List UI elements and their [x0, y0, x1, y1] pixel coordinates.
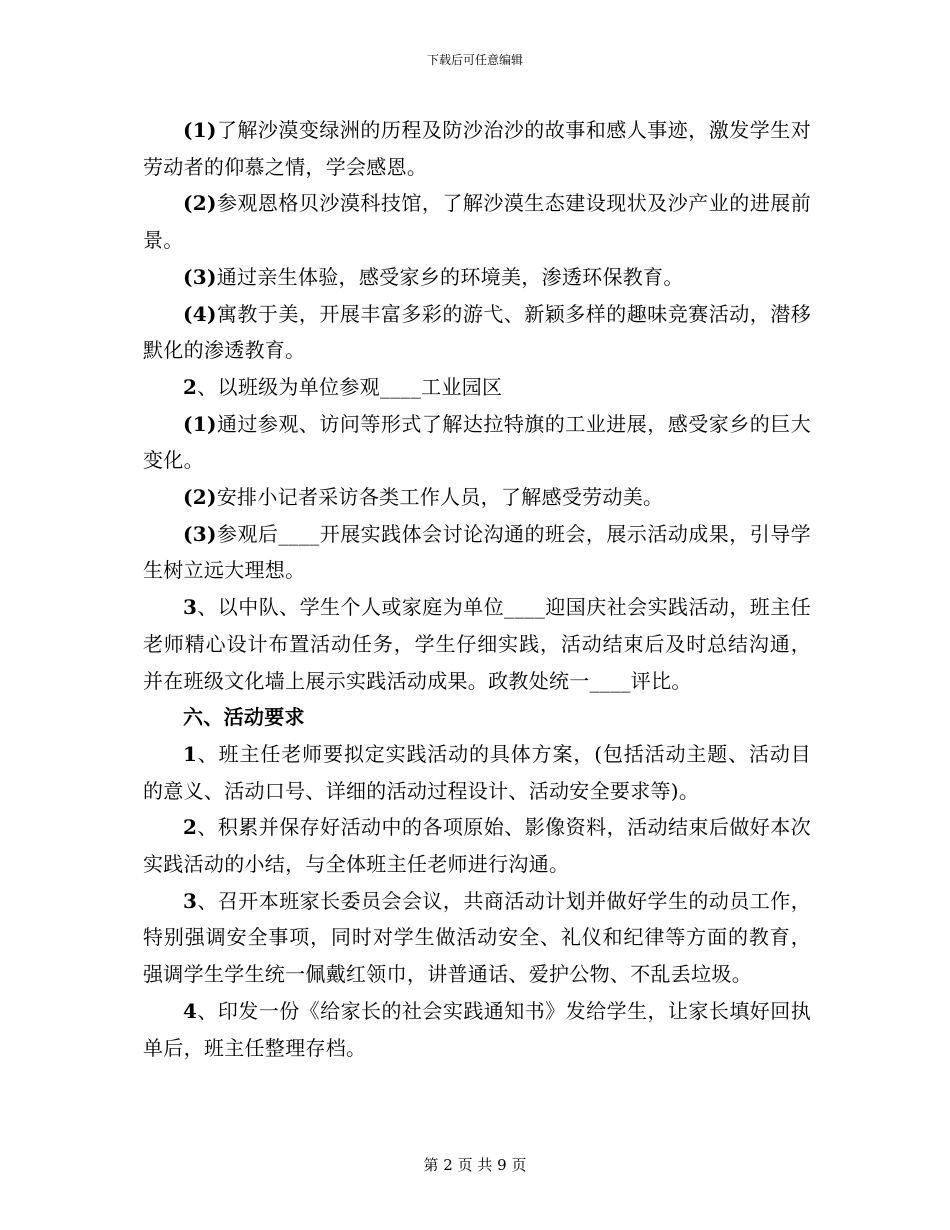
item-number: (3): [183, 521, 217, 546]
item-number: (3): [183, 264, 217, 289]
paragraph-text: 安排小记者采访各类工作人员，了解感受劳动美。: [216, 485, 664, 510]
item-number: (2): [183, 485, 217, 510]
paragraph-text: 、召开本班家长委员会会议，共商活动计划并做好学生的动员工作，特别强调安全事项，同时对学生做活动安全、礼仪和纪律等方面的教育，强调学生学生统一佩戴红领巾，讲普通话、爱护公物、不乱丢垃圾。: [143, 888, 811, 987]
requirement-item-4: [143, 993, 811, 1066]
paragraph-text: 寓教于美，开展丰富多彩的游弋、新颖多样的趣味竞赛活动，潜移默化的渗透教育。: [143, 301, 811, 363]
paragraph-text: 、班主任老师要拟定实践活动的具体方案，(包括活动主题、活动目的意义、活动口号、详细的活动过程设计、活动安全要求等)。: [143, 741, 811, 803]
paragraph-text: 参观恩格贝沙漠科技馆，了解沙漠生态建设现状及沙产业的进展前景。: [143, 191, 811, 253]
paragraph-text: 通过亲生体验，感受家乡的环境美，渗透环保教育。: [216, 264, 684, 289]
item-number: 2: [183, 374, 198, 399]
page-number-footer: 第 2 页 共 9 页: [423, 1156, 527, 1174]
paragraph-sub-item-1: [143, 112, 811, 185]
paragraph-sub-item-4: [143, 296, 811, 369]
section-heading: [143, 699, 811, 736]
paragraph-sub-item-3: [143, 516, 811, 589]
paragraph-sub-item-3: [143, 259, 811, 296]
paragraph-item-3: [143, 589, 811, 699]
requirement-item-3: [143, 883, 811, 993]
paragraph-text: 、以班级为单位参观____工业园区: [197, 374, 503, 399]
paragraph-text: 、以中队、学生个人或家庭为单位____迎国庆社会实践活动，班主任老师精心设计布置活动任务，学生仔细实践，活动结束后及时总结沟通，并在班级文化墙上展示实践活动成果。政教处统一____评比。: [143, 595, 811, 693]
requirement-item-2: [143, 809, 811, 882]
paragraph-text: 通过参观、访问等形式了解达拉特旗的工业进展，感受家乡的巨大变化。: [143, 411, 811, 473]
item-number: 2: [183, 815, 198, 840]
item-number: (1): [183, 118, 217, 142]
requirement-item-1: [143, 736, 811, 809]
paragraph-text: 、印发一份《给家长的社会实践通知书》发给学生，让家长填好回执单后，班主任整理存档。: [143, 998, 811, 1060]
paragraph-sub-item-2: [143, 479, 811, 516]
item-number: (1): [183, 411, 217, 436]
item-number: 1: [183, 741, 198, 766]
paragraph-text: 、积累并保存好活动中的各项原始、影像资料，活动结束后做好本次实践活动的小结，与全体班主任老师进行沟通。: [143, 815, 811, 877]
paragraph-sub-item-1: [143, 406, 811, 479]
item-number: (2): [183, 191, 217, 216]
item-number: 3: [183, 888, 198, 913]
section-heading-text: 六、活动要求: [183, 705, 305, 730]
item-number: 3: [183, 595, 198, 620]
document-body: [143, 112, 811, 1066]
item-number: 4: [183, 998, 198, 1023]
item-number: (4): [183, 301, 217, 326]
paragraph-sub-item-2: [143, 185, 811, 258]
paragraph-text: 参观后____开展实践体会讨论沟通的班会，展示活动成果，引导学生树立远大理想。: [143, 521, 811, 583]
paragraph-item-2: [143, 369, 811, 406]
page-header-note: 下载后可任意编辑: [426, 53, 523, 67]
paragraph-text: 了解沙漠变绿洲的历程及防沙治沙的故事和感人事迹，激发学生对劳动者的仰慕之情，学会感恩。: [143, 118, 811, 179]
